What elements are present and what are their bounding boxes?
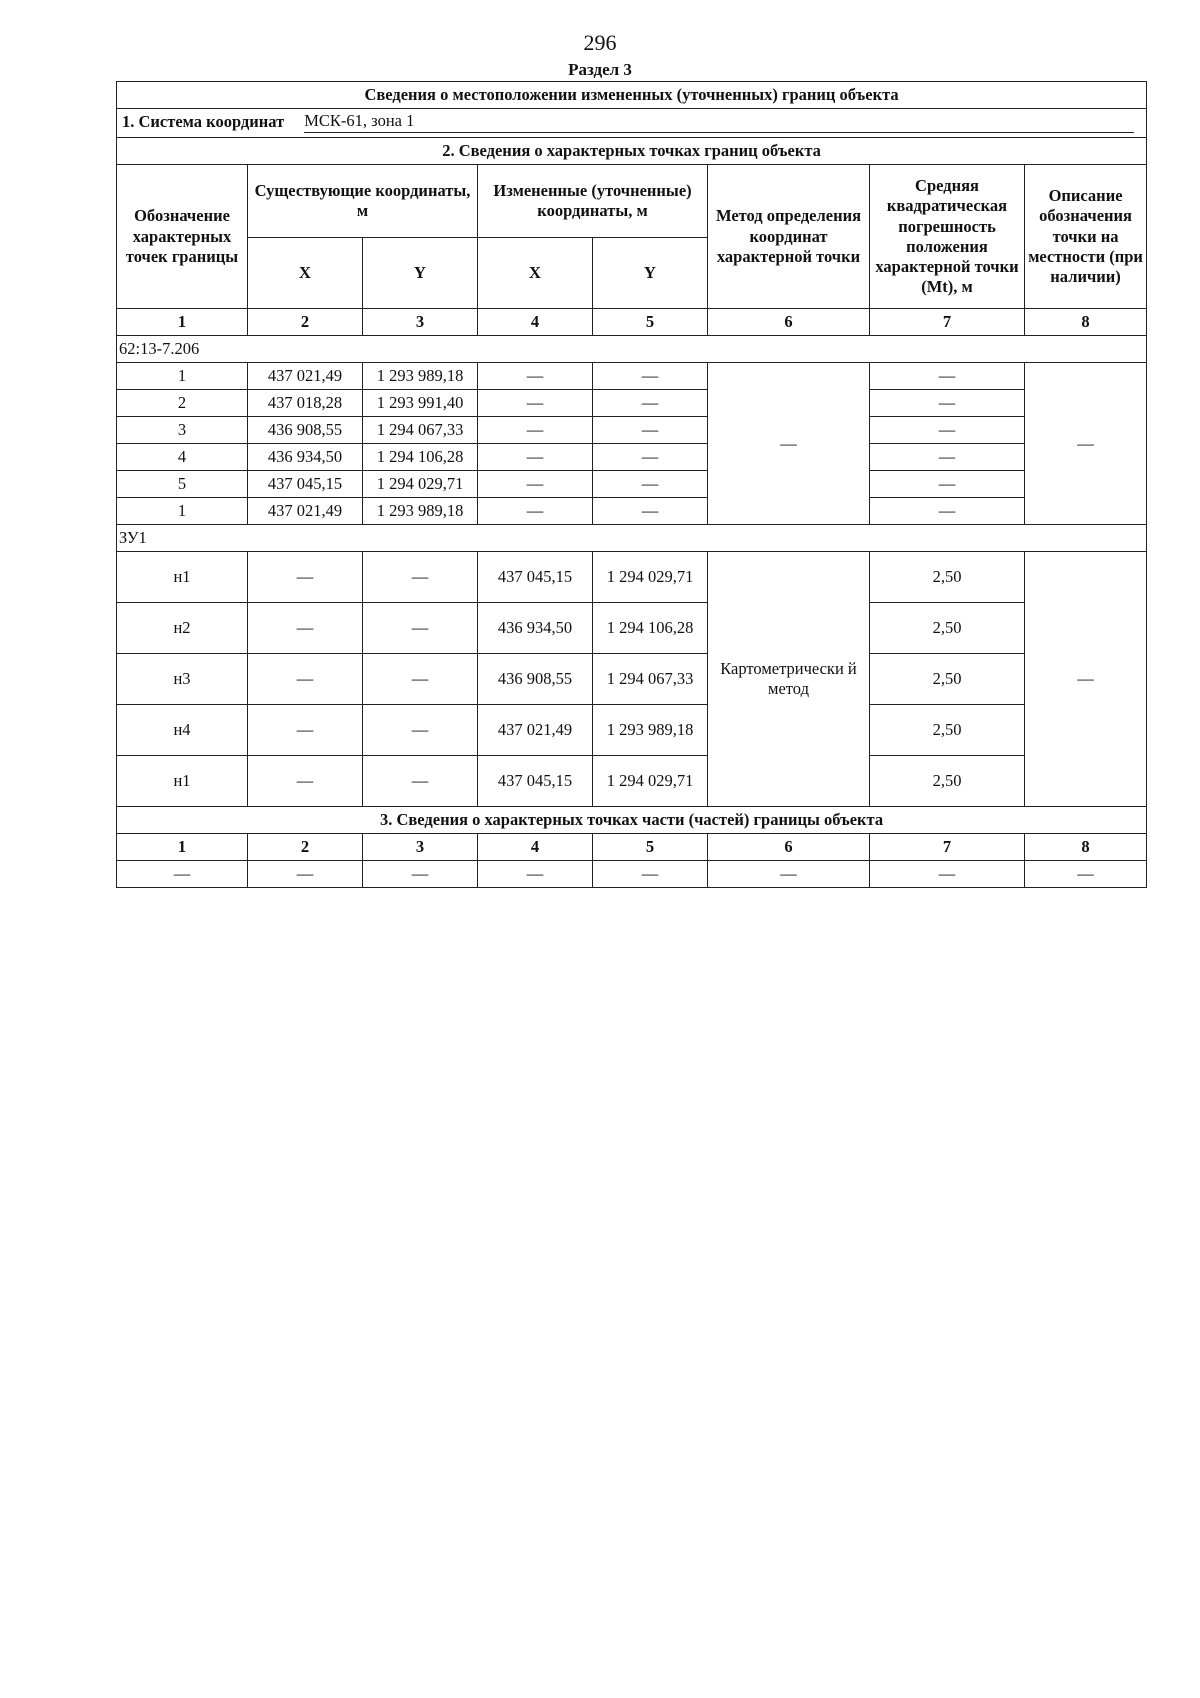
point-label: 3 xyxy=(117,417,248,444)
point-label: 4 xyxy=(117,444,248,471)
table-row xyxy=(117,390,1147,417)
changed-x: 437 021,49 xyxy=(478,705,593,756)
column-number-row xyxy=(117,309,1147,336)
coord-system-row xyxy=(117,109,1147,138)
mean-error: — xyxy=(870,363,1025,390)
changed-y: 1 293 989,18 xyxy=(593,705,708,756)
mean-error: 2,50 xyxy=(870,705,1025,756)
point-label: н1 xyxy=(117,756,248,807)
changed-y: — xyxy=(593,363,708,390)
column-number: 5 xyxy=(593,834,708,861)
header-changed-y: Y xyxy=(593,238,708,309)
header-method: Метод определения координат характерной точки xyxy=(708,165,870,309)
existing-x: — xyxy=(248,756,363,807)
changed-x: 437 045,15 xyxy=(478,756,593,807)
column-number: 5 xyxy=(593,309,708,336)
table-row xyxy=(117,654,1147,705)
existing-x: 436 934,50 xyxy=(248,444,363,471)
column-number: 6 xyxy=(708,834,870,861)
point-label: 2 xyxy=(117,390,248,417)
existing-x: — xyxy=(248,552,363,603)
mean-error: — xyxy=(870,471,1025,498)
mean-error: 2,50 xyxy=(870,654,1025,705)
existing-x: 437 018,28 xyxy=(248,390,363,417)
changed-y: — xyxy=(593,498,708,525)
part3-cell: — xyxy=(478,861,593,888)
point-label: н3 xyxy=(117,654,248,705)
header-mean-error: Средняя квадратическая погрешность положения характерной точки (Mt), м xyxy=(870,165,1025,309)
header-changed-x: X xyxy=(478,238,593,309)
existing-x: — xyxy=(248,603,363,654)
existing-y: — xyxy=(363,654,478,705)
part3-cell: — xyxy=(363,861,478,888)
table-row xyxy=(117,363,1147,390)
table-title: Сведения о местоположении измененных (уточненных) границ объекта xyxy=(117,82,1147,109)
changed-x: 437 045,15 xyxy=(478,552,593,603)
header-existing-coords: Существующие координаты, м xyxy=(248,165,478,238)
method-cell: — xyxy=(708,363,870,525)
header-description: Описание обозначения точки на местности (при наличии) xyxy=(1025,165,1147,309)
mean-error: — xyxy=(870,498,1025,525)
header-point-designation: Обозначение характерных точек границы xyxy=(117,165,248,309)
existing-x: 437 021,49 xyxy=(248,363,363,390)
column-number: 3 xyxy=(363,834,478,861)
part3-data-row xyxy=(117,861,1147,888)
changed-x: — xyxy=(478,498,593,525)
table-row xyxy=(117,498,1147,525)
mean-error: 2,50 xyxy=(870,756,1025,807)
part3-cell: — xyxy=(248,861,363,888)
existing-y: 1 293 989,18 xyxy=(363,498,478,525)
mean-error: — xyxy=(870,444,1025,471)
page-number: 296 xyxy=(583,30,617,55)
changed-x: 436 934,50 xyxy=(478,603,593,654)
mean-error: — xyxy=(870,390,1025,417)
table-row xyxy=(117,756,1147,807)
table-row xyxy=(117,417,1147,444)
column-number: 2 xyxy=(248,309,363,336)
changed-y: 1 294 029,71 xyxy=(593,552,708,603)
table-row xyxy=(117,603,1147,654)
column-number: 4 xyxy=(478,834,593,861)
changed-y: — xyxy=(593,390,708,417)
part3-cell: — xyxy=(870,861,1025,888)
header-existing-x: X xyxy=(248,238,363,309)
existing-y: — xyxy=(363,705,478,756)
changed-y: — xyxy=(593,471,708,498)
point-label: н4 xyxy=(117,705,248,756)
part3-cell: — xyxy=(117,861,248,888)
table-row xyxy=(117,705,1147,756)
changed-y: 1 294 067,33 xyxy=(593,654,708,705)
column-number: 7 xyxy=(870,309,1025,336)
existing-y: 1 294 067,33 xyxy=(363,417,478,444)
point-label: н1 xyxy=(117,552,248,603)
column-number: 6 xyxy=(708,309,870,336)
existing-y: 1 294 106,28 xyxy=(363,444,478,471)
point-label: н2 xyxy=(117,603,248,654)
table-row xyxy=(117,444,1147,471)
existing-x: 436 908,55 xyxy=(248,417,363,444)
header-existing-y: Y xyxy=(363,238,478,309)
existing-y: — xyxy=(363,552,478,603)
method-cell: Картометрически й метод xyxy=(708,552,870,807)
point-label: 5 xyxy=(117,471,248,498)
part3-cell: — xyxy=(593,861,708,888)
description-cell: — xyxy=(1025,363,1147,525)
changed-y: 1 294 106,28 xyxy=(593,603,708,654)
existing-y: — xyxy=(363,603,478,654)
existing-x: — xyxy=(248,705,363,756)
changed-x: — xyxy=(478,363,593,390)
column-number: 2 xyxy=(248,834,363,861)
point-label: 1 xyxy=(117,363,248,390)
column-number: 3 xyxy=(363,309,478,336)
header-changed-coords: Измененные (уточненные) координаты, м xyxy=(478,165,708,238)
changed-y: 1 294 029,71 xyxy=(593,756,708,807)
part2-title: 2. Сведения о характерных точках границ объекта xyxy=(117,138,1147,165)
part3-cell: — xyxy=(1025,861,1147,888)
column-number: 7 xyxy=(870,834,1025,861)
table-row xyxy=(117,552,1147,603)
existing-x: 437 045,15 xyxy=(248,471,363,498)
column-number: 8 xyxy=(1025,309,1147,336)
existing-y: 1 294 029,71 xyxy=(363,471,478,498)
changed-x: — xyxy=(478,390,593,417)
existing-y: — xyxy=(363,756,478,807)
table-row xyxy=(117,471,1147,498)
group2-title: ЗУ1 xyxy=(117,525,1147,552)
changed-x: — xyxy=(478,471,593,498)
part3-column-number-row xyxy=(117,834,1147,861)
existing-x: 437 021,49 xyxy=(248,498,363,525)
existing-x: — xyxy=(248,654,363,705)
boundary-table xyxy=(116,81,1147,888)
mean-error: 2,50 xyxy=(870,552,1025,603)
description-cell: — xyxy=(1025,552,1147,807)
existing-y: 1 293 989,18 xyxy=(363,363,478,390)
coord-system-label: 1. Система координат xyxy=(122,112,285,131)
part3-cell: — xyxy=(708,861,870,888)
column-number: 4 xyxy=(478,309,593,336)
changed-x: — xyxy=(478,417,593,444)
column-number: 8 xyxy=(1025,834,1147,861)
changed-y: — xyxy=(593,444,708,471)
changed-x: 436 908,55 xyxy=(478,654,593,705)
coord-system-value: МСК-61, зона 1 xyxy=(304,111,1134,133)
changed-y: — xyxy=(593,417,708,444)
changed-x: — xyxy=(478,444,593,471)
section-title: Раздел 3 xyxy=(568,60,632,79)
mean-error: — xyxy=(870,417,1025,444)
part3-title: 3. Сведения о характерных точках части (частей) границы объекта xyxy=(117,807,1147,834)
column-number: 1 xyxy=(117,309,248,336)
group1-title: 62:13-7.206 xyxy=(117,336,1147,363)
point-label: 1 xyxy=(117,498,248,525)
column-number: 1 xyxy=(117,834,248,861)
mean-error: 2,50 xyxy=(870,603,1025,654)
existing-y: 1 293 991,40 xyxy=(363,390,478,417)
